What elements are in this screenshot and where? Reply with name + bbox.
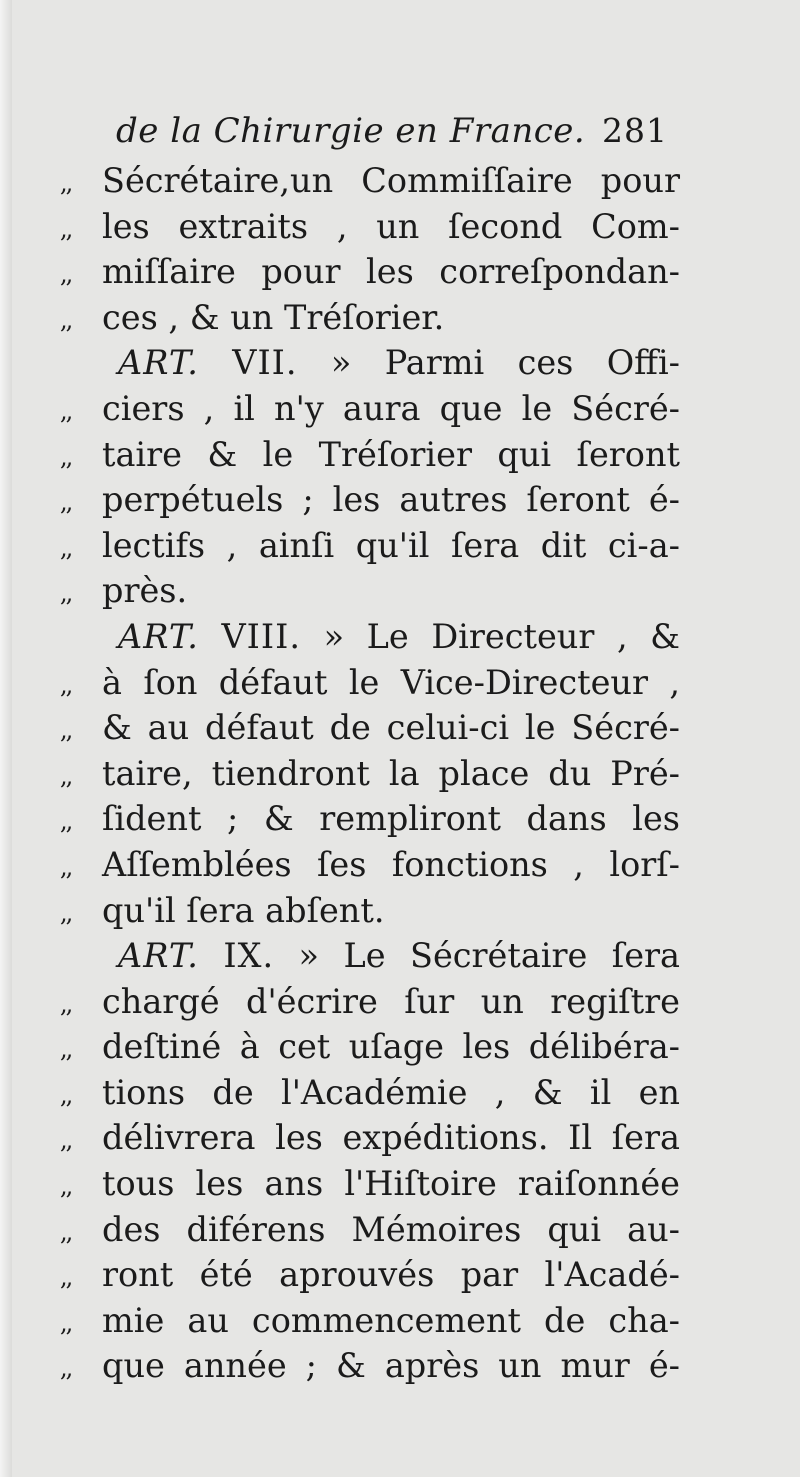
body-text <box>60 158 680 1389</box>
quotation-mark: ,, <box>60 761 72 790</box>
line-text: des diférens Mémoires qui au- <box>102 1209 680 1249</box>
quotation-mark: ,, <box>60 1354 72 1383</box>
quotation-mark: ,, <box>60 579 72 608</box>
quotation-mark: ,, <box>60 989 72 1018</box>
page-edge-shadow <box>0 0 12 1477</box>
quotation-mark: ,, <box>60 533 72 562</box>
line-text <box>118 340 680 385</box>
article-text: » Parmi ces Offi- <box>330 343 680 383</box>
quotation-mark: ,, <box>60 169 72 197</box>
line-text: perpétuels ; les autres ſeront é- <box>102 480 680 520</box>
running-title: de la Chirurgie en France. <box>116 111 586 151</box>
quotation-mark: ,, <box>60 807 72 836</box>
line-text: tous les ans l'Hiſtoire raiſonnée <box>102 1164 680 1204</box>
text-line <box>60 660 680 706</box>
article-number: IX. <box>223 936 275 976</box>
line-text: les extraits , un ſecond Com- <box>102 206 680 246</box>
text-line <box>60 1207 680 1253</box>
quotation-mark: ,, <box>60 1080 72 1109</box>
line-text: Aſſemblées ſes fonctions , lorſ- <box>102 844 680 884</box>
quotation-mark: ,, <box>60 1126 72 1155</box>
line-text: près. <box>102 571 188 611</box>
text-line <box>60 568 680 614</box>
quotation-mark: ,, <box>60 1035 72 1064</box>
quotation-mark: ,, <box>60 488 72 517</box>
line-text: mie au commencement de cha- <box>102 1300 680 1340</box>
page-number: 281 <box>602 111 668 150</box>
text-line <box>60 1298 680 1344</box>
line-text: taire, tiendront la place du Pré- <box>102 753 680 793</box>
text-line <box>60 295 680 341</box>
text-line <box>60 842 680 888</box>
quotation-mark: ,, <box>60 1263 72 1292</box>
line-text: que année ; & après un mur é- <box>102 1346 680 1386</box>
text-line <box>60 1070 680 1116</box>
line-text: délivrera les expéditions. Il ſera <box>102 1118 680 1158</box>
quotation-mark: ,, <box>60 1172 72 1201</box>
text-line <box>60 432 680 478</box>
text-line <box>60 249 680 295</box>
line-text: miſſaire pour les correſpondan- <box>102 252 680 292</box>
line-text: deſtiné à cet uſage les délibéra- <box>102 1027 680 1067</box>
line-text: chargé d'écrire ſur un regiſtre <box>102 981 680 1021</box>
article-number: VII. <box>232 343 298 383</box>
article-heading-line <box>60 614 680 660</box>
article-text: » Le Directeur , & <box>323 616 680 656</box>
line-text: Sécrétaire,un Commiſſaire pour <box>102 161 680 200</box>
quotation-mark: ,, <box>60 1217 72 1246</box>
quotation-mark: ,, <box>60 1308 72 1337</box>
text-line <box>60 888 680 934</box>
quotation-mark: ,, <box>60 442 72 471</box>
text-line <box>60 796 680 842</box>
line-text <box>118 933 680 978</box>
text-line <box>60 1115 680 1161</box>
text-line <box>60 523 680 569</box>
quotation-mark: ,, <box>60 852 72 881</box>
text-line <box>60 158 680 204</box>
text-line <box>60 204 680 250</box>
quotation-mark: ,, <box>60 260 72 289</box>
quotation-mark: ,, <box>60 305 72 334</box>
running-head <box>116 106 668 156</box>
line-text <box>118 614 680 659</box>
line-text: à ſon défaut le Vice-Directeur , <box>102 662 680 702</box>
article-label: ART. <box>118 343 199 383</box>
line-text: ſident ; & rempliront dans les <box>102 799 680 839</box>
text-line <box>60 386 680 432</box>
text-line <box>60 1343 680 1389</box>
line-text: lectifs , ainſi qu'il ſera dit ci-a- <box>102 525 680 565</box>
article-number: VIII. <box>221 616 302 656</box>
quotation-mark: ,, <box>60 898 72 927</box>
line-text: ront été aprouvés par l'Acadé- <box>102 1255 680 1295</box>
text-line <box>60 705 680 751</box>
line-text: & au défaut de celui-ci le Sécré- <box>102 708 680 748</box>
text-line <box>60 751 680 797</box>
line-text: qu'il ſera abſent. <box>102 890 385 930</box>
text-line <box>60 1024 680 1070</box>
article-heading-line <box>60 933 680 979</box>
quotation-mark: ,, <box>60 214 72 243</box>
text-line <box>60 1252 680 1298</box>
article-label: ART. <box>118 616 199 656</box>
line-text: tions de l'Académie , & il en <box>102 1072 680 1112</box>
text-line <box>60 1161 680 1207</box>
article-text: » Le Sécrétaire ſera <box>298 936 681 976</box>
quotation-mark: ,, <box>60 396 72 425</box>
line-text: ciers , il n'y aura que le Sécré- <box>102 388 680 428</box>
quotation-mark: ,, <box>60 670 72 699</box>
line-text: ces , & un Tréſorier. <box>102 297 445 337</box>
article-label: ART. <box>118 936 199 976</box>
quotation-mark: ,, <box>60 716 72 745</box>
text-line <box>60 979 680 1025</box>
text-line <box>60 477 680 523</box>
line-text: taire & le Tréſorier qui ſeront <box>102 434 680 474</box>
article-heading-line <box>60 340 680 386</box>
